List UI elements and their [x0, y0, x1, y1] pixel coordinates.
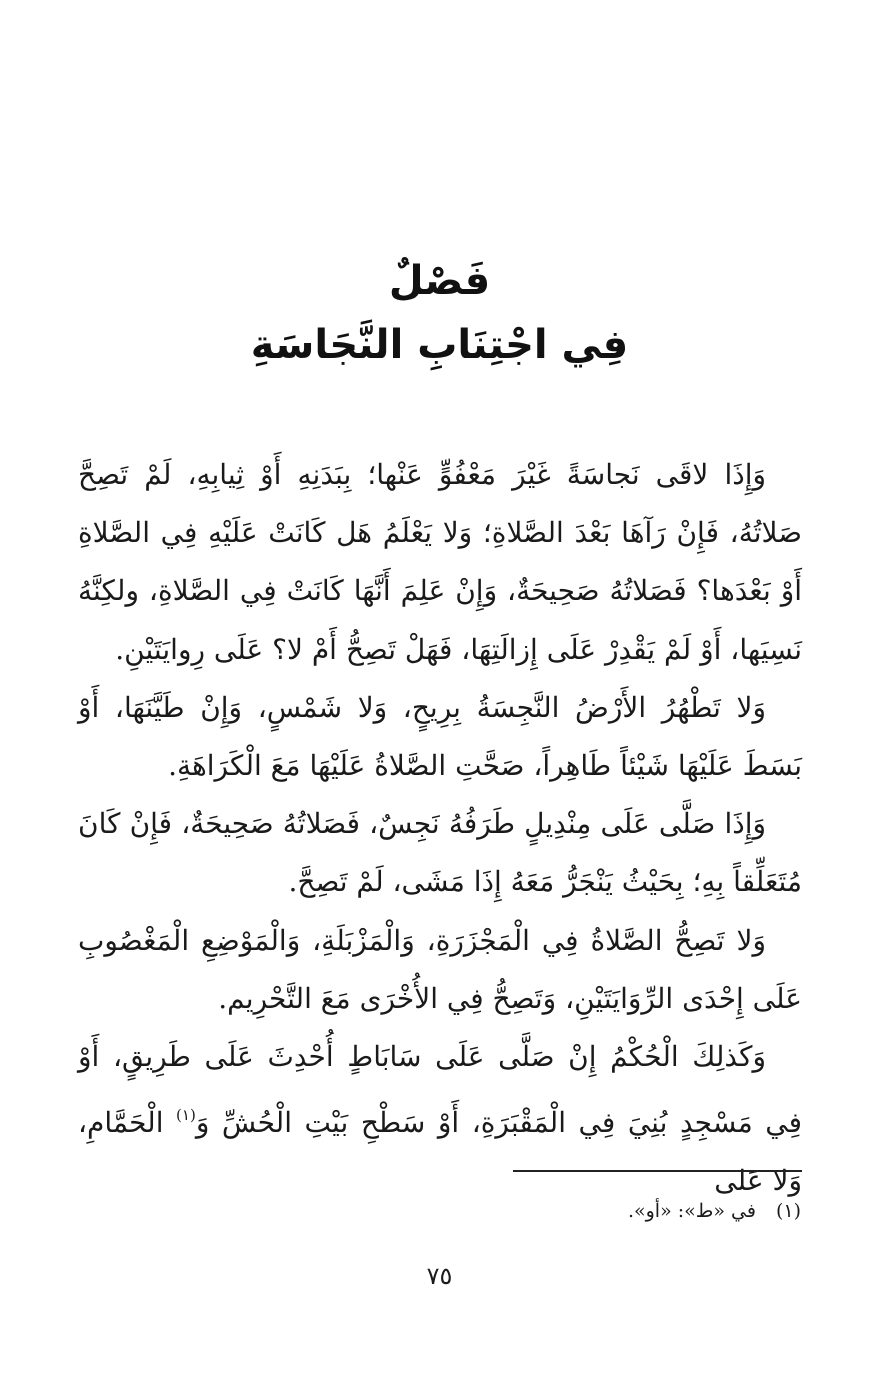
- paragraph: [78, 1028, 802, 1211]
- section-subtitle: فِي اجْتِنَابِ النَّجَاسَةِ: [250, 322, 629, 368]
- paragraph: وَإِذَا صَلَّى عَلَى مِنْدِيلٍ طَرَفُهُ نَجِسٌ، فَصَلاتُهُ صَحِيحَةٌ، فَإِنْ كَانَ مُتَعَلِّقاً بِهِ؛ بِحَيْثُ يَنْجَرُّ مَعَهُ إِذَا مَشَى، لَمْ تَصِحَّ.: [78, 807, 802, 899]
- paragraph: وَإِذَا لاقَى نَجاسَةً غَيْرَ مَعْفُوٍّ عَنْها؛ بِبَدَنِهِ أَوْ ثِيابِهِ، لَمْ تَصِحَّ صَلاتُهُ، فَإِنْ رَآهَا بَعْدَ الصَّلاةِ؛ وَلا يَعْلَمُ هَل كَانَتْ عَلَيْهِ فِي الصَّلاةِ أَوْ بَعْدَها؟ فَصَلاتُهُ صَحِيحَةٌ، وَإِنْ عَلِمَ أَنَّهَا كَانَتْ فِي الصَّلاةِ، ولكِنَّهُ نَسِيَها، أَوْ لَمْ يَقْدِرْ عَلَى إِزالَتِهَا، فَهَلْ تَصِحُّ أَمْ لا؟ عَلَى رِوايَتَيْنِ.: [78, 458, 802, 666]
- footnote-marker: (١): [176, 1106, 196, 1125]
- footnote-divider: [513, 1170, 802, 1172]
- body-text: [78, 446, 802, 1211]
- paragraph: وَلا تَصِحُّ الصَّلاةُ فِي الْمَجْزَرَةِ، وَالْمَزْبَلَةِ، وَالْمَوْضِعِ الْمَغْصُوبِ عَلَى إِحْدَى الرِّوَايَتَيْنِ، وَتَصِحُّ فِي الأُخْرَى مَعَ التَّحْرِيم.: [78, 923, 802, 1015]
- footnote: [628, 1200, 801, 1222]
- paragraph: وَلا تَطْهُرُ الأَرْضُ النَّجِسَةُ بِرِيحٍ، وَلا شَمْسٍ، وَإِنْ طَيَّنَهَا، أَوْ بَسَطَ عَلَيْهَا شَيْئاً طَاهِراً، صَحَّتِ الصَّلاةُ عَلَيْهَا مَعَ الْكَرَاهَةِ.: [78, 690, 802, 783]
- footnote-number: (١): [775, 1200, 801, 1222]
- section-title: فَصْلٌ: [388, 258, 491, 304]
- footnote-text: في «ط»: «أو».: [627, 1200, 756, 1222]
- page-number: ٧٥: [426, 1262, 453, 1290]
- paragraph-text: الْحَمَّامِ، وَلا عَلى: [78, 1106, 802, 1198]
- paragraph-text: وَكَذلِكَ الْحُكْمُ إِنْ صَلَّى عَلَى سَابَاطٍ أُحْدِثَ عَلَى طَرِيقٍ، أَوْ فِي مَسْجِدٍ بُنِيَ فِي الْمَقْبَرَةِ، أَوْ سَطْحِ بَيْتِ الْحُشِّ وَ: [78, 1040, 802, 1140]
